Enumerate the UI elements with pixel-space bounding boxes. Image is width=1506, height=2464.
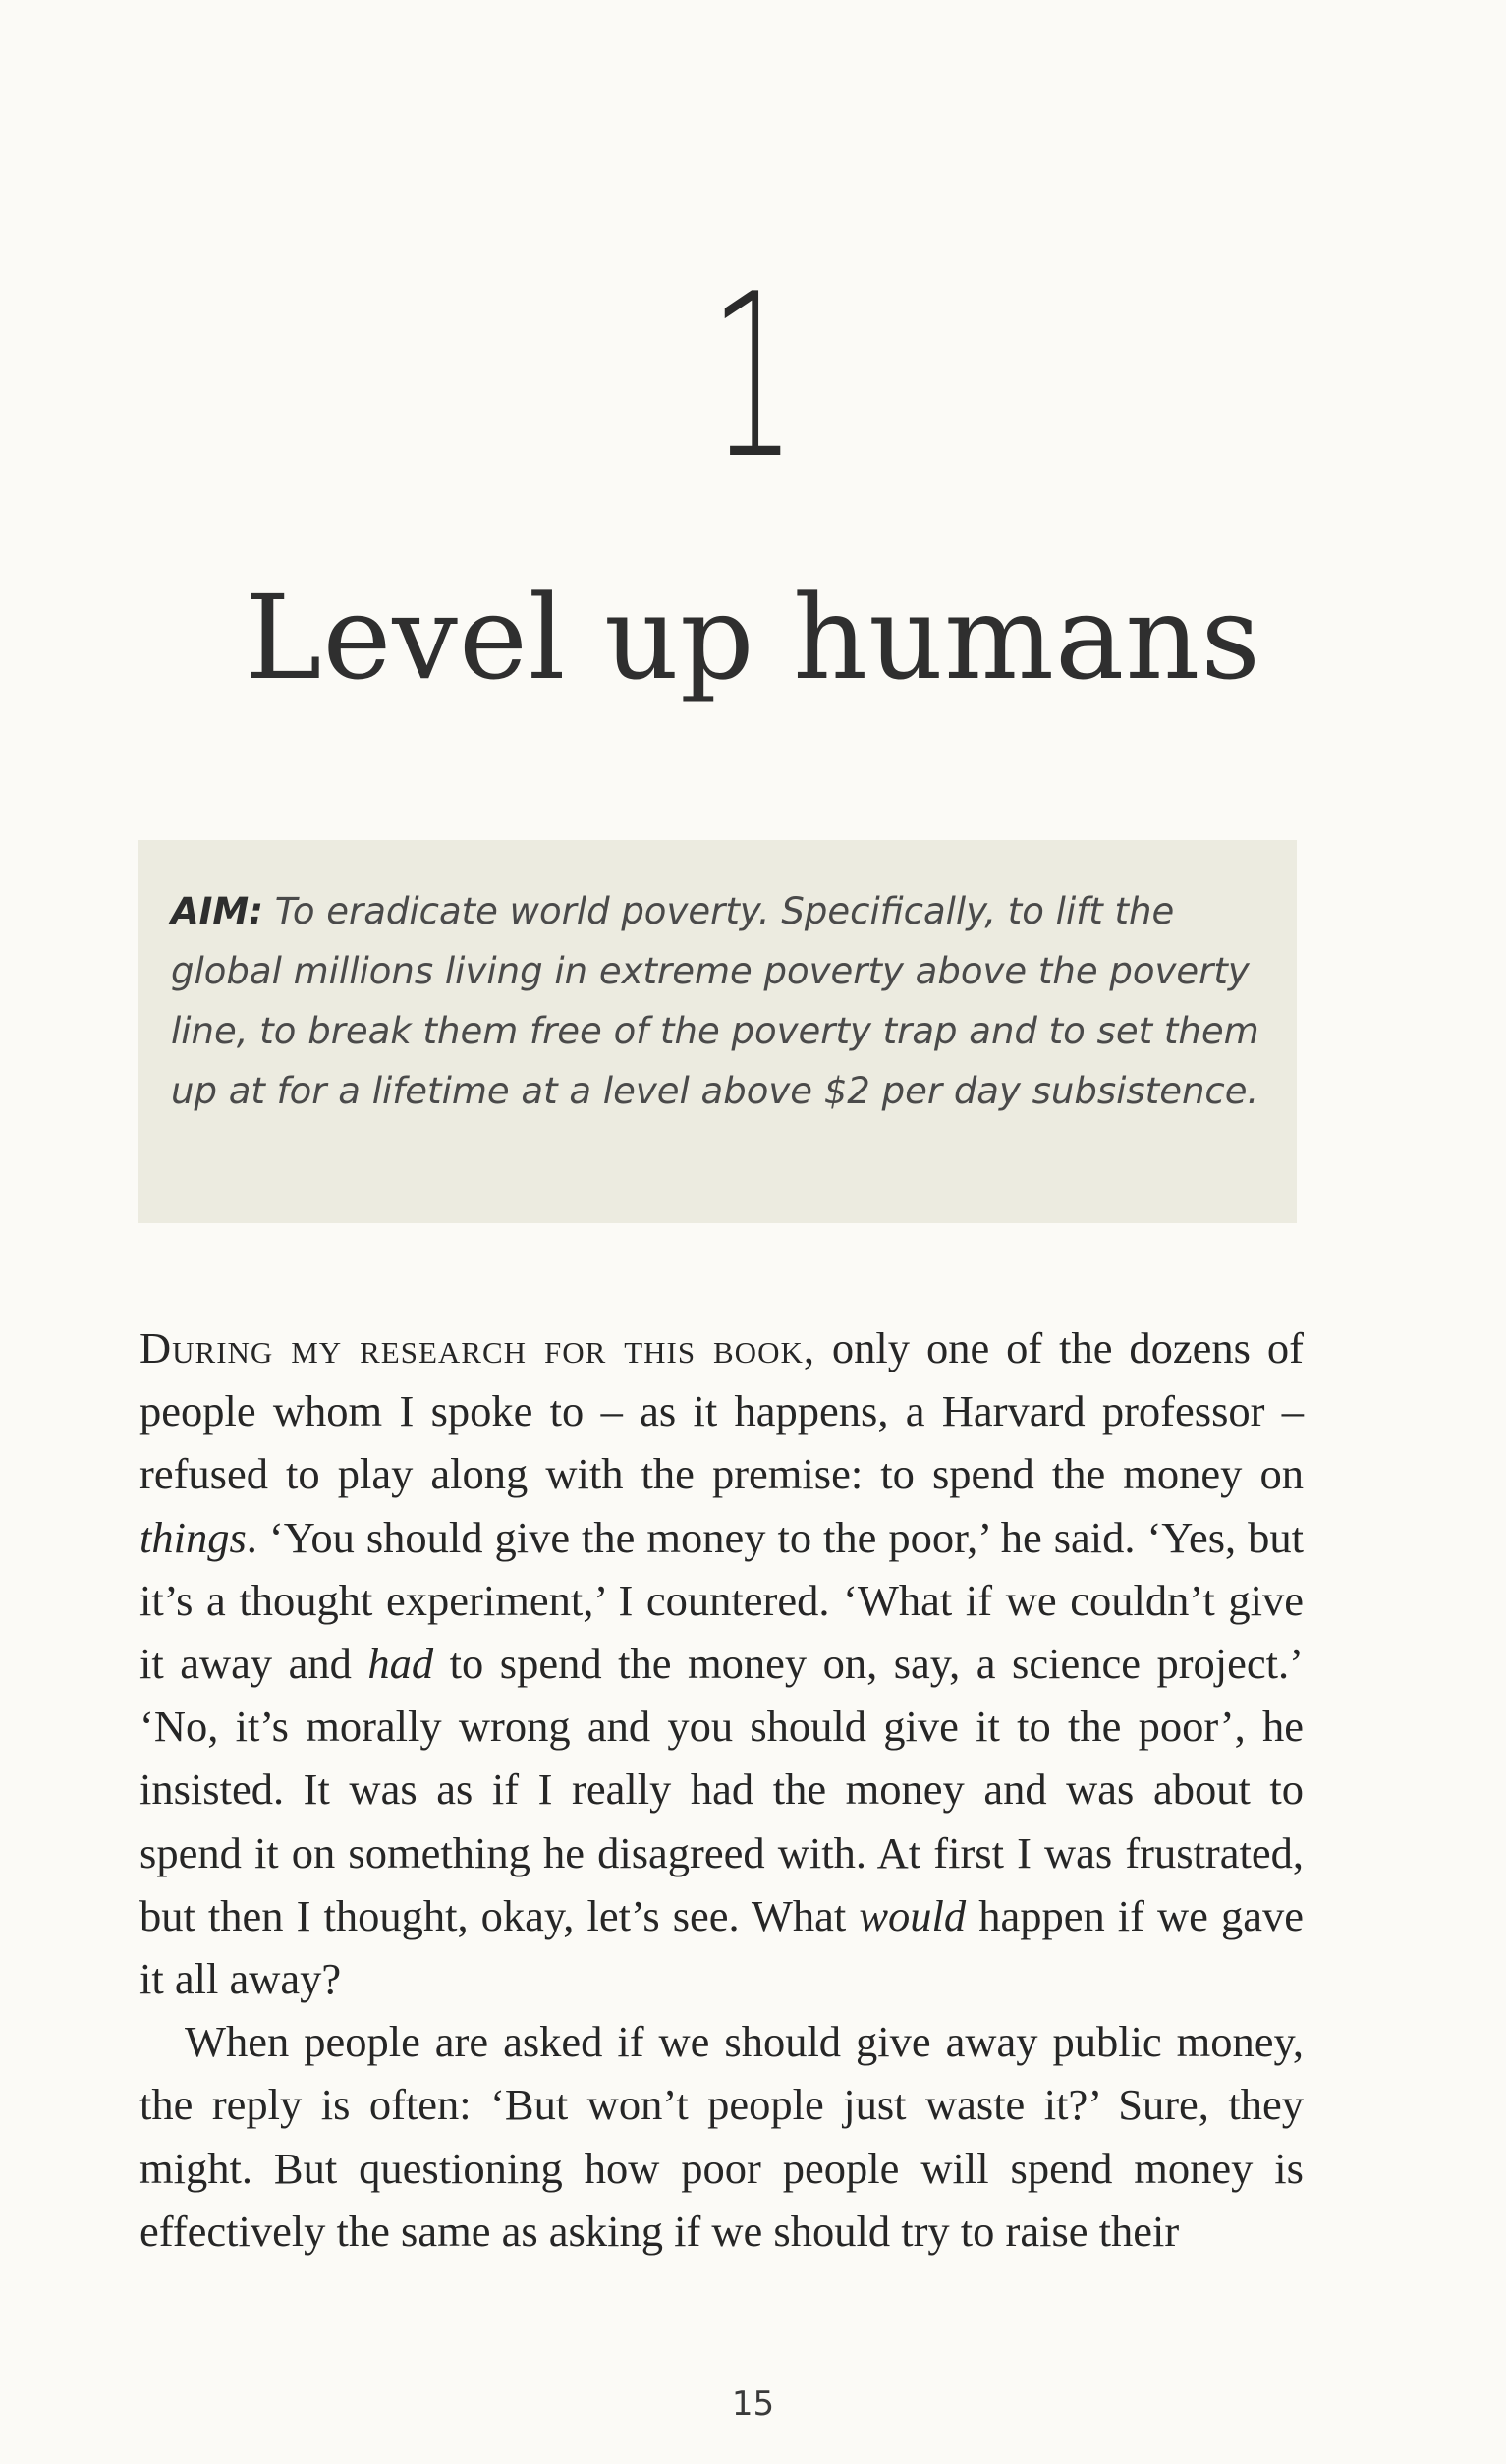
paragraph-1 — [139, 1316, 1304, 2010]
page-number: 15 — [731, 2384, 775, 2424]
opening-smallcaps: During my research for this book, — [139, 1323, 815, 1372]
paragraph-1-part-c: to spend the money on, say, a science project.’ ‘No, it’s morally wrong and you should give it to the poor’, he insisted. It was as if I really had the money and was about to spend it on something he disagreed with. At first I was frustrated, but then I thought, okay, let’s see. What — [139, 1639, 1304, 1940]
emphasis-things: things — [139, 1512, 247, 1562]
emphasis-would: would — [859, 1890, 967, 1940]
paragraph-1-part-d: happen if we gave it all away? — [139, 1890, 1304, 2004]
aim-text: To eradicate world poverty. Specifically, to lift the global millions living in extreme poverty above the poverty line, to break them free of the poverty trap and to set them up at for a lifetime at a level above $2 per day subsistence. — [171, 890, 1259, 1112]
body-text — [139, 1316, 1304, 2263]
paragraph-2: When people are asked if we should give away public money, the reply is often: ‘But won’t people just waste it?’ Sure, they might. But questioning how poor people will spend money is effectively the same as asking if we should try to raise their — [139, 2017, 1304, 2256]
aim-label: AIM: — [171, 890, 264, 932]
emphasis-had: had — [367, 1639, 434, 1689]
paragraph-1-part-b: . ‘You should give the money to the poor,’ he said. ‘Yes, but it’s a thought experiment,’ I countered. ‘What if we couldn’t give it away and — [139, 1512, 1304, 1689]
aim-callout — [138, 840, 1297, 1223]
chapter-title: Level up humans — [245, 570, 1261, 705]
paragraph-1-part-a: only one of the dozens of people whom I spoke to – as it happens, a Harvard professor – refused to play along with the premise: to spend the money on — [139, 1323, 1305, 1499]
chapter-number: 1 — [709, 247, 797, 509]
